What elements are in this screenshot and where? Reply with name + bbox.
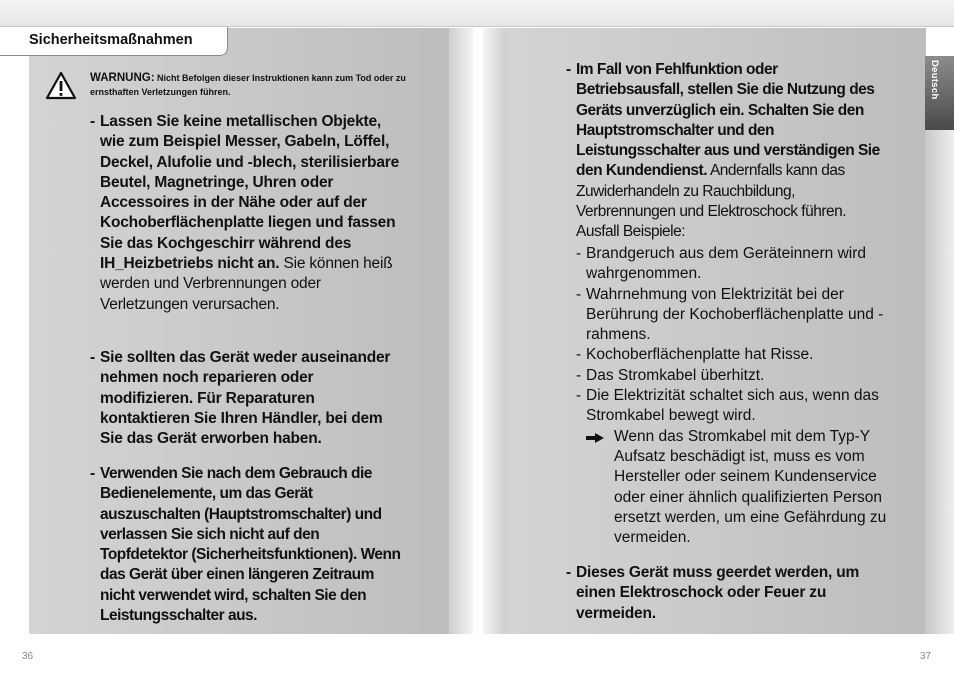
language-label: Deutsch [929, 60, 940, 100]
left-item1-normal: Sie können heiß werden und Verbrennungen oder Verletzungen verursachen. [100, 255, 393, 313]
section-title-tab [0, 27, 228, 56]
right-item1-bold: Im Fall von Fehlfunktion oder Betriebsausfall, stellen Sie die Nutzung des Geräts unverzüglich ein. Schalten Sie den Hauptstromschalter und den Leistungsschalter aus und verständigen Sie den Kundendienst. [576, 61, 880, 180]
page-number-right: 37 [920, 651, 932, 662]
left-item3-bold: Verwenden Sie nach dem Gebrauch die Bedienelemente, um das Gerät auszuschalten (Hauptstromschalter) und verlassen Sie sich nicht auf den Topfdetektor (Sicherheitsfunktionen). Wenn das Gerät über einen längeren Zeitraum nicht verwendet wird, schalten Sie den Leistungsschalter aus. [100, 465, 401, 625]
warning-text [90, 71, 410, 99]
right-item2-bold: Dieses Gerät muss geerdet werden, um einen Elektroschock oder Feuer zu vermeiden. [576, 564, 860, 622]
language-tab [925, 56, 954, 130]
list-item: - Brandgeruch aus dem Geräteinnern wird wahrgenommen. [576, 245, 867, 283]
malfunction-examples-list [576, 244, 896, 548]
right-item-grounding: - Dieses Gerät muss geerdet werden, um einen Elektroschock oder Feuer zu vermeiden. [566, 564, 860, 622]
list-item: - Kochoberflächenplatte hat Risse. [576, 346, 814, 364]
left-item-no-disassembly: - Sie sollten das Gerät weder auseinander nehmen noch reparieren oder modifizieren. Für Reparaturen kontaktieren Sie Ihren Händler, bei dem Sie das Gerät erworben haben. [90, 349, 391, 448]
list-item: - Wahrnehmung von Elektrizität bei der Berührung der Kochoberflächenplatte und -rahmens. [576, 285, 884, 344]
left-item-metal-objects: - Lassen Sie keine metallischen Objekte, wie zum Beispiel Messer, Gabeln, Löffel, Deckel, Alufolie und -blech, sterilisierbare Beutel, Magnetringe, Uhren oder Accessoires in der Nähe oder auf der Kochoberflächenplatte liegen und fassen Sie das Kochgeschirr während des IH_Heizbetriebs nicht an. Sie können heiß werden und Verbrennungen oder Verletzungen verursachen. [90, 113, 399, 313]
left-item2-bold: Sie sollten das Gerät weder auseinander nehmen noch reparieren oder modifizieren. Für Reparaturen kontaktieren Sie Ihren Händler, bei dem Sie das Gerät erworben haben. [100, 349, 391, 448]
right-item1-normal: Andernfalls kann das Zuwiderhandeln zu Rauchbildung, Verbrennungen und Elektroschock führen. Ausfall Beispiele: [576, 162, 847, 241]
language-tab-strip [925, 130, 954, 634]
list-item: - Die Elektrizität schaltet sich aus, wenn das Stromkabel bewegt wird. [576, 387, 879, 425]
page-number-left: 36 [22, 651, 34, 662]
section-title: Sicherheitsmaßnahmen [29, 32, 193, 48]
power-cord-note: Wenn das Stromkabel mit dem Typ-Y Aufsatz beschädigt ist, muss es vom Hersteller oder seinem Kundenservice oder einer ähnlich qualifizierten Person ersetzt werden, um eine Gefährdung zu vermeiden. [586, 427, 896, 549]
warning-lead: WARNUNG: [90, 72, 155, 84]
right-item-malfunction: - Im Fall von Fehlfunktion oder Betriebsausfall, stellen Sie die Nutzung des Geräts unverzüglich ein. Schalten Sie den Hauptstromschalter und den Leistungsschalter aus und verständigen Sie den Kundendienst. Andernfalls kann das Zuwiderhandeln zu Rauchbildung, Verbrennungen und Elektroschock führen. Ausfall Beispiele: [566, 61, 880, 241]
warning-body: Nicht Befolgen dieser Instruktionen kann zum Tod oder zu ernsthaften Verletzungen führen. [90, 73, 406, 97]
left-item-switch-off: - Verwenden Sie nach dem Gebrauch die Bedienelemente, um das Gerät auszuschalten (Hauptstromschalter) und verlassen Sie sich nicht auf den Topfdetektor (Sicherheitsfunktionen). Wenn das Gerät über einen längeren Zeitraum nicht verwendet wird, schalten Sie den Leistungsschalter aus. [90, 465, 401, 625]
left-gutter-shade [449, 28, 473, 634]
warning-triangle-icon [45, 71, 77, 101]
arrow-right-icon [586, 433, 604, 443]
right-gutter-shade [483, 28, 506, 634]
list-item: - Das Stromkabel überhitzt. [576, 366, 765, 384]
left-item1-bold: Lassen Sie keine metallischen Objekte, wie zum Beispiel Messer, Gabeln, Löffel, Deckel, Alufolie und -blech, sterilisierbare Beutel, Magnetringe, Uhren oder Accessoires in der Nähe oder auf der Kochoberflächenplatte liegen und fassen Sie das Kochgeschirr während des IH_Heizbetriebs nicht an. [100, 113, 399, 273]
top-band [0, 0, 954, 27]
